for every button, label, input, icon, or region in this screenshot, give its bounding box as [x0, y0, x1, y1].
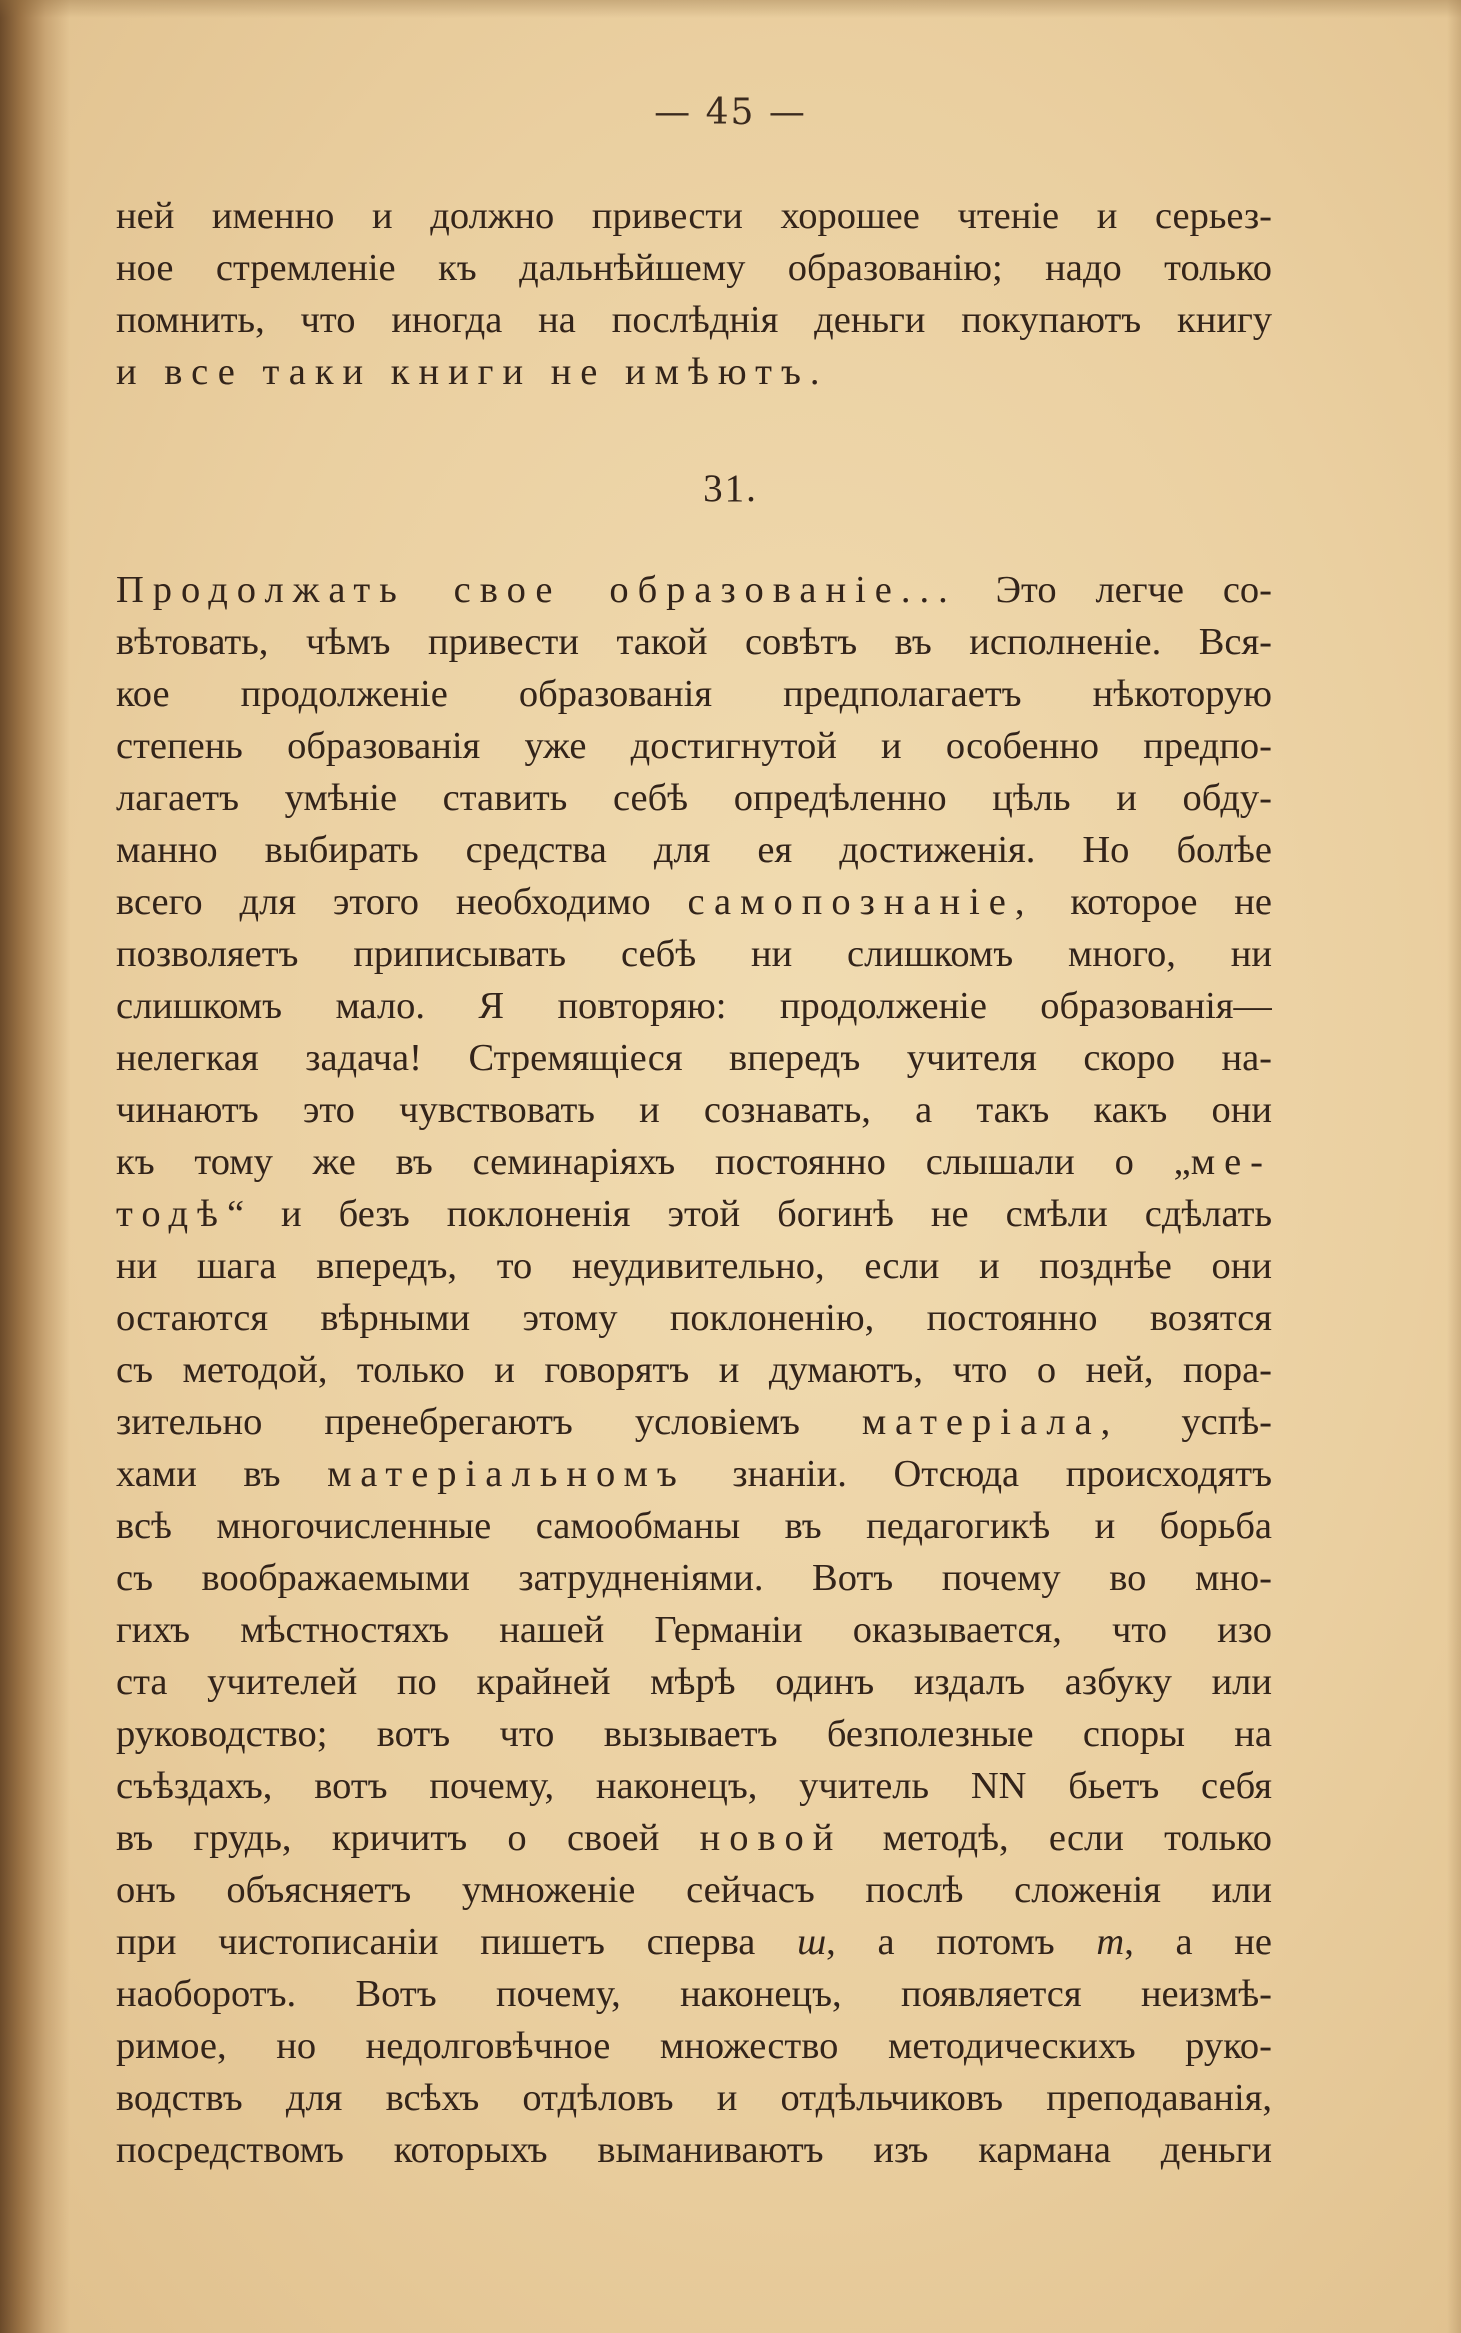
text-segment: зительно пренебрегаютъ условіемъ	[116, 1401, 862, 1443]
page-number: — 45 —	[654, 92, 807, 133]
text-line	[116, 720, 1272, 772]
text-line	[116, 876, 1272, 928]
text-segment: ное стремленіе къ дальнѣйшему образованію; надо только	[116, 247, 1272, 289]
text-segment: посредствомъ которыхъ выманиваютъ изъ кармана деньги	[116, 2129, 1272, 2171]
text-line	[116, 928, 1272, 980]
italic-text: т	[1096, 1921, 1125, 1963]
text-segment: Это легче со-	[956, 569, 1272, 611]
text-line	[116, 1084, 1272, 1136]
text-line	[116, 1864, 1272, 1916]
text-segment: манно выбирать средства для ея достиженія. Но болѣе	[116, 829, 1272, 871]
page-right-edge	[1447, 0, 1461, 2333]
text-segment: ста учителей по крайней мѣрѣ одинъ издалъ азбуку или	[116, 1661, 1272, 1703]
text-line	[116, 2020, 1272, 2072]
text-segment: съ методой, только и говорятъ и думаютъ, что о ней, пора-	[116, 1349, 1272, 1391]
text-segment: помнить, что иногда на послѣднія деньги покупаютъ книгу	[116, 299, 1272, 341]
text-segment: римое, но недолговѣчное множество методическихъ руко-	[116, 2025, 1272, 2067]
text-line	[116, 1916, 1272, 1968]
text-line	[116, 346, 1272, 398]
text-line	[116, 2124, 1272, 2176]
text-segment: кое продолженіе образованія предполагаетъ нѣкоторую	[116, 673, 1272, 715]
text-line	[116, 1448, 1272, 1500]
binding-shadow	[0, 0, 70, 2333]
text-line	[116, 1552, 1272, 1604]
text-segment: степень образованія уже достигнутой и особенно предпо-	[116, 725, 1272, 767]
text-segment: слишкомъ мало. Я повторяю: продолженіе образованія—	[116, 985, 1272, 1027]
text-segment: остаются вѣрными этому поклоненію, постоянно возятся	[116, 1297, 1272, 1339]
text-segment: “ и безъ поклоненія этой богинѣ не смѣли сдѣлать	[226, 1193, 1272, 1235]
text-line	[116, 1708, 1272, 1760]
text-segment: къ тому же въ семинаріяхъ постоянно слышали о „	[116, 1141, 1191, 1183]
spaced-emphasis-text: новой	[699, 1817, 843, 1859]
text-segment: лагаетъ умѣніе ставить себѣ опредѣленно цѣль и обду-	[116, 777, 1272, 819]
text-line	[116, 1188, 1272, 1240]
main-paragraph	[116, 564, 1272, 2176]
text-segment: съ воображаемыми затрудненіями. Вотъ почему во мно-	[116, 1557, 1272, 1599]
spaced-emphasis-text: самопознаніе,	[687, 881, 1034, 923]
text-line	[116, 1760, 1272, 1812]
text-segment: методѣ, если только	[842, 1817, 1272, 1859]
text-segment: хами въ	[116, 1453, 328, 1495]
text-segment: всего для этого необходимо	[116, 881, 688, 923]
text-line	[116, 1604, 1272, 1656]
text-line	[116, 824, 1272, 876]
text-segment: которое не	[1033, 881, 1272, 923]
text-segment: ней именно и должно привести хорошее чтеніе и серьез-	[116, 195, 1272, 237]
text-line	[116, 772, 1272, 824]
text-segment: наоборотъ. Вотъ почему, наконецъ, появляется неизмѣ-	[116, 1973, 1272, 2015]
italic-text: ш	[797, 1921, 827, 1963]
text-line	[116, 1240, 1272, 1292]
text-line	[116, 1032, 1272, 1084]
spaced-emphasis-text: ме-	[1190, 1141, 1272, 1183]
text-line	[116, 1968, 1272, 2020]
text-line	[116, 190, 1272, 242]
top-paragraph	[116, 190, 1272, 398]
text-segment: нелегкая задача! Стремящіеся впередъ учителя скоро на-	[116, 1037, 1272, 1079]
text-segment: , а не	[1124, 1921, 1272, 1963]
text-segment: знаніи. Отсюда происходятъ	[685, 1453, 1272, 1495]
text-segment: въ грудь, кричитъ о своей	[116, 1817, 700, 1859]
spaced-emphasis-text: и все таки книги не имѣютъ.	[116, 351, 829, 393]
text-line	[116, 294, 1272, 346]
spaced-emphasis-text: матеріала,	[861, 1401, 1120, 1443]
text-segment: чинаютъ это чувствовать и сознавать, а такъ какъ они	[116, 1089, 1272, 1131]
text-segment: гихъ мѣстностяхъ нашей Германіи оказывается, что изо	[116, 1609, 1272, 1651]
text-segment: съѣздахъ, вотъ почему, наконецъ, учитель NN бьетъ себя	[116, 1765, 1272, 1807]
spaced-emphasis-text: тодѣ	[116, 1193, 227, 1235]
text-line	[116, 616, 1272, 668]
text-line	[116, 1136, 1272, 1188]
text-line	[116, 242, 1272, 294]
text-line	[116, 564, 1272, 616]
text-line	[116, 1344, 1272, 1396]
text-segment: , а потомъ	[826, 1921, 1097, 1963]
text-line	[116, 1292, 1272, 1344]
text-segment: ни шага впередъ, то неудивительно, если и позднѣе они	[116, 1245, 1272, 1287]
text-segment: успѣ-	[1119, 1401, 1272, 1443]
text-line	[116, 980, 1272, 1032]
text-segment: вѣтовать, чѣмъ привести такой совѣтъ въ исполненіе. Вся-	[116, 621, 1272, 663]
text-segment: водствъ для всѣхъ отдѣловъ и отдѣльчиковъ преподаванія,	[116, 2077, 1272, 2119]
text-line	[116, 668, 1272, 720]
spaced-emphasis-text: матеріальномъ	[327, 1453, 686, 1495]
text-line	[116, 2072, 1272, 2124]
text-segment: позволяетъ приписывать себѣ ни слишкомъ много, ни	[116, 933, 1272, 975]
text-segment: руководство; вотъ что вызываетъ безполезные споры на	[116, 1713, 1272, 1755]
text-segment: всѣ многочисленные самообманы въ педагогикѣ и борьба	[116, 1505, 1272, 1547]
text-line	[116, 1396, 1272, 1448]
text-line	[116, 1656, 1272, 1708]
spaced-emphasis-text: Продолжать свое образованіе...	[116, 569, 957, 611]
text-segment: онъ объясняетъ умноженіе сейчасъ послѣ сложенія или	[116, 1869, 1272, 1911]
section-number: 31.	[703, 467, 758, 510]
page-top-edge	[0, 0, 1461, 18]
text-segment: при чистописаніи пишетъ сперва	[116, 1921, 798, 1963]
text-line	[116, 1500, 1272, 1552]
text-line	[116, 1812, 1272, 1864]
